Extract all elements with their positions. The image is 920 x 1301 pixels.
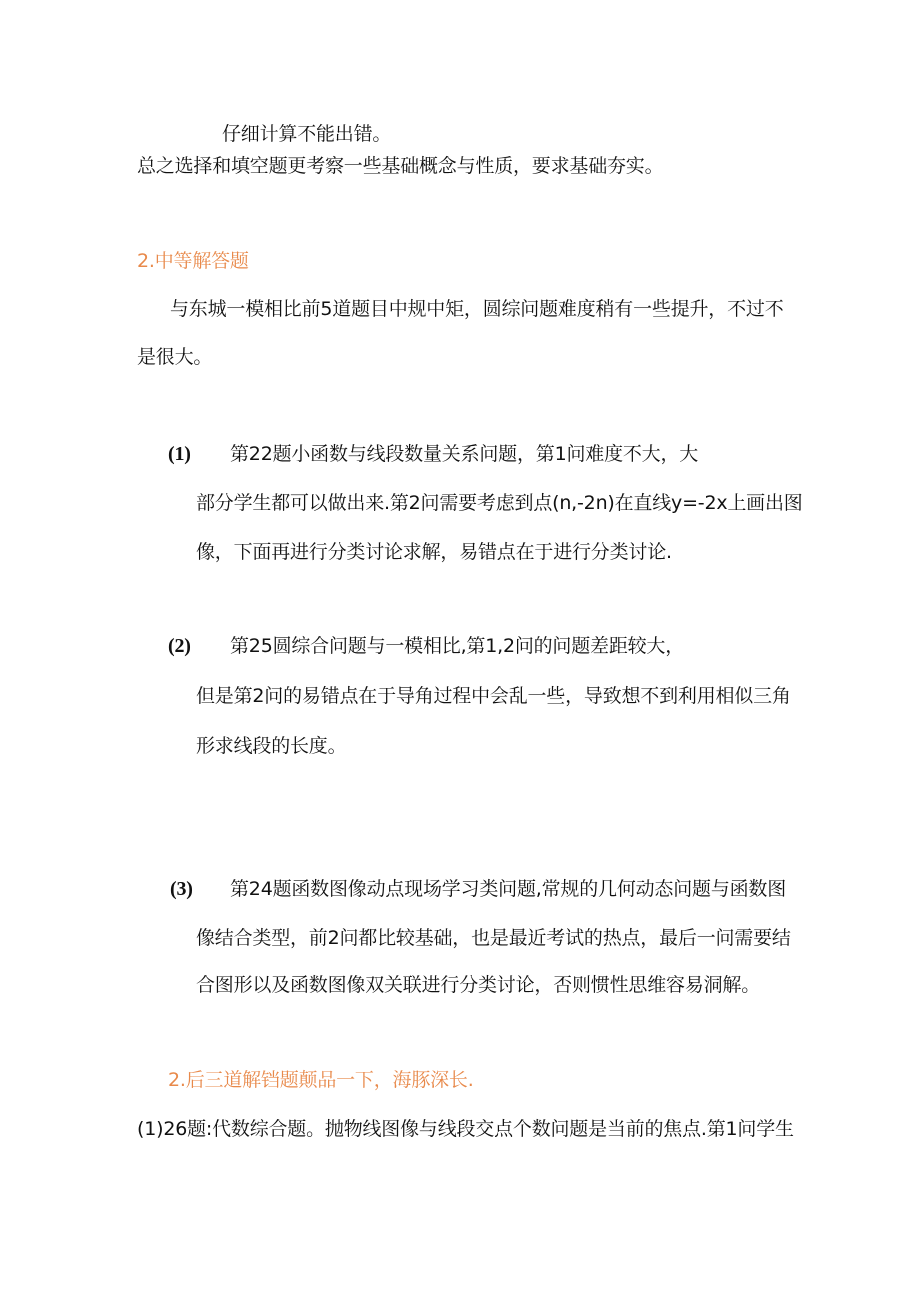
item-1-line-2: 部分学生都可以做出来.第2问需要考虑到点(n,-2n)在直线y=-2x上画出图 (196, 492, 803, 514)
section-heading-last-three: 2.后三道解铛题颠品一下，海豚深长. (168, 1069, 474, 1091)
item-3-line-3: 合图形以及函数图像双关联进行分类讨论，否则惯性思维容易洞解。 (196, 974, 761, 996)
item-2-marker: (2) (168, 635, 191, 657)
item-2-line-3: 形求线段的长度。 (196, 735, 347, 757)
item-1-line-3: 像，下面再进行分类讨论求解，易错点在于进行分类讨论. (196, 541, 672, 563)
section-paragraph-line-2: 是很大。 (137, 346, 213, 368)
section-paragraph-line-1: 与东城一模相比前5道题目中规中矩，圆综问题难度稍有一些提升，不过不 (170, 298, 784, 320)
intro-line-1: 仔细计算不能出错。 (222, 123, 392, 145)
section-heading-medium: 2.中等解答题 (137, 250, 249, 272)
item-1-line-1: 第22题小函数与线段数量关系问题，第1问难度不大，大 (230, 443, 699, 465)
last-section-line-1: (1)26题:代数综合题。抛物线图像与线段交点个数问题是当前的焦点.第1问学生 (137, 1118, 794, 1140)
item-3-line-1: 第24题函数图像动点现场学习类问题,常规的几何动态问题与函数图 (230, 878, 787, 900)
item-2-line-1: 第25圆综合问题与一模相比,第1,2问的问题差距较大， (230, 635, 685, 657)
item-3-line-2: 像结合类型，前2问都比较基础，也是最近考试的热点，最后一问需要结 (196, 927, 791, 949)
intro-line-2: 总之选择和填空题更考察一些基础概念与性质，要求基础夯实。 (137, 155, 664, 177)
item-3-marker: (3) (170, 878, 193, 900)
item-1-marker: (1) (168, 443, 191, 465)
item-2-line-2: 但是第2问的易错点在于导角过程中会乱一些，导致想不到利用相似三角 (196, 685, 791, 707)
